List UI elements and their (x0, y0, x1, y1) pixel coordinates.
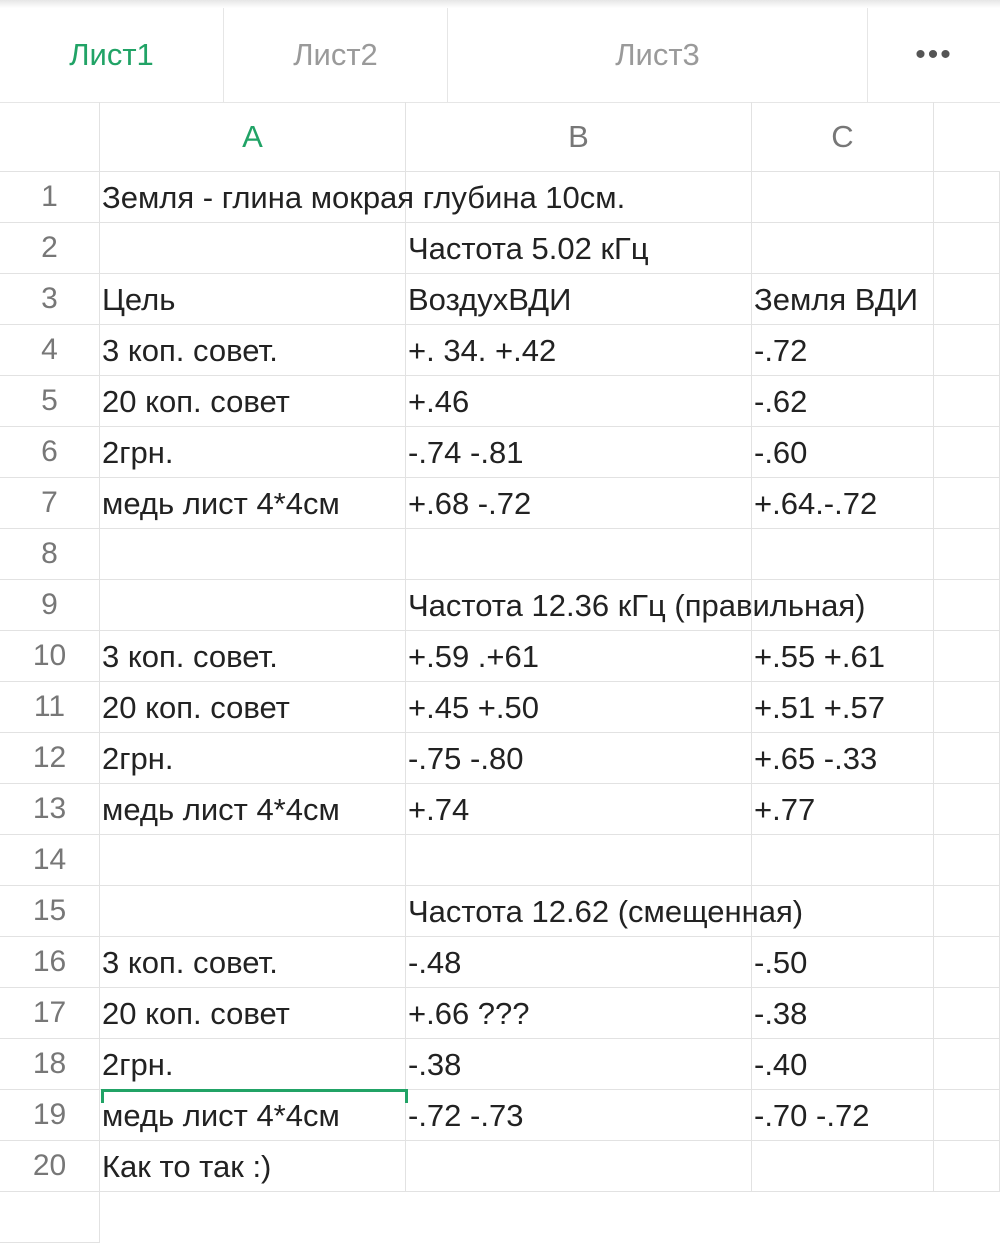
row-header[interactable]: 13 (0, 784, 100, 835)
sheet-tab-bar (0, 8, 1000, 103)
cell-a-12[interactable]: 2грн. (100, 733, 406, 784)
cell-b-1[interactable] (406, 172, 752, 223)
cell-a-8[interactable] (100, 529, 406, 580)
cell-b-13[interactable]: +.74 (406, 784, 752, 835)
cell-b-5[interactable]: +.46 (406, 376, 752, 427)
cell-a-13[interactable]: медь лист 4*4см (100, 784, 406, 835)
row-header[interactable]: 9 (0, 580, 100, 631)
row-header[interactable]: 10 (0, 631, 100, 682)
cell-c-3[interactable]: Земля ВДИ (752, 274, 934, 325)
cell-b-16[interactable]: -.48 (406, 937, 752, 988)
cell-d-3[interactable] (934, 274, 1000, 325)
cell-b-9[interactable]: Частота 12.36 кГц (правильная) (406, 580, 752, 631)
row-header[interactable]: 16 (0, 937, 100, 988)
row-header[interactable]: 18 (0, 1039, 100, 1090)
cell-c-1[interactable] (752, 172, 934, 223)
cell-a-2[interactable] (100, 223, 406, 274)
status-bar-shadow (0, 0, 1000, 8)
cell-d-9[interactable] (934, 580, 1000, 631)
column-header-d[interactable] (934, 102, 1000, 172)
row-header[interactable]: 15 (0, 886, 100, 937)
row-header[interactable]: 12 (0, 733, 100, 784)
cell-b-12[interactable]: -.75 -.80 (406, 733, 752, 784)
cell-a-16[interactable]: 3 коп. совет. (100, 937, 406, 988)
cell-a-11[interactable]: 20 коп. совет (100, 682, 406, 733)
cell-d-19[interactable] (934, 1090, 1000, 1141)
row-header[interactable]: 3 (0, 274, 100, 325)
row-header[interactable]: 8 (0, 529, 100, 580)
cell-d-4[interactable] (934, 325, 1000, 376)
cell-a-17[interactable]: 20 коп. совет (100, 988, 406, 1039)
cell-c-9[interactable] (752, 580, 934, 631)
cell-c-11[interactable]: +.51 +.57 (752, 682, 934, 733)
cell-d-13[interactable] (934, 784, 1000, 835)
cell-a-14[interactable] (100, 835, 406, 886)
row-header[interactable]: 6 (0, 427, 100, 478)
cell-b-11[interactable]: +.45 +.50 (406, 682, 752, 733)
cell-c-20[interactable] (752, 1141, 934, 1192)
cell-d-14[interactable] (934, 835, 1000, 886)
row-header[interactable]: 7 (0, 478, 100, 529)
cell-d-2[interactable] (934, 223, 1000, 274)
cell-d-7[interactable] (934, 478, 1000, 529)
row-header[interactable]: 19 (0, 1090, 100, 1141)
select-all-corner[interactable] (0, 102, 100, 172)
cell-b-17[interactable]: +.66 ??? (406, 988, 752, 1039)
cell-d-17[interactable] (934, 988, 1000, 1039)
cell-a-7[interactable]: медь лист 4*4см (100, 478, 406, 529)
row-header[interactable]: 20 (0, 1141, 100, 1192)
cell-d-1[interactable] (934, 172, 1000, 223)
cell-a-10[interactable]: 3 коп. совет. (100, 631, 406, 682)
cell-d-8[interactable] (934, 529, 1000, 580)
cell-c-6[interactable]: -.60 (752, 427, 934, 478)
cell-c-13[interactable]: +.77 (752, 784, 934, 835)
cell-b-2[interactable]: Частота 5.02 кГц (406, 223, 752, 274)
cell-a-4[interactable]: 3 коп. совет. (100, 325, 406, 376)
cell-d-20[interactable] (934, 1141, 1000, 1192)
column-header-a[interactable]: A (100, 102, 406, 172)
cell-b-19[interactable]: -.72 -.73 (406, 1090, 752, 1141)
cell-b-15[interactable]: Частота 12.62 (смещенная) (406, 886, 752, 937)
cell-d-11[interactable] (934, 682, 1000, 733)
cell-a-19[interactable]: медь лист 4*4см (100, 1090, 406, 1141)
column-header-b[interactable]: B (406, 102, 752, 172)
row-header[interactable]: 5 (0, 376, 100, 427)
row-header[interactable]: 14 (0, 835, 100, 886)
cell-a-18[interactable]: 2грн. (100, 1039, 406, 1090)
cell-c-2[interactable] (752, 223, 934, 274)
cell-d-12[interactable] (934, 733, 1000, 784)
cell-b-14[interactable] (406, 835, 752, 886)
cell-b-18[interactable]: -.38 (406, 1039, 752, 1090)
cell-a-3[interactable]: Цель (100, 274, 406, 325)
cell-b-4[interactable]: +. 34. +.42 (406, 325, 752, 376)
spreadsheet-grid[interactable] (0, 102, 1000, 1200)
cell-c-19[interactable]: -.70 -.72 (752, 1090, 934, 1141)
more-options-icon[interactable]: ••• (915, 38, 953, 71)
cell-d-16[interactable] (934, 937, 1000, 988)
cell-a-5[interactable]: 20 коп. совет (100, 376, 406, 427)
cell-c-7[interactable]: +.64.-.72 (752, 478, 934, 529)
cell-c-17[interactable]: -.38 (752, 988, 934, 1039)
cell-a-15[interactable] (100, 886, 406, 937)
row-header[interactable]: 11 (0, 682, 100, 733)
row-header[interactable]: 17 (0, 988, 100, 1039)
tab-sheet3[interactable]: Лист3 (448, 8, 868, 102)
cell-c-12[interactable]: +.65 -.33 (752, 733, 934, 784)
cell-d-5[interactable] (934, 376, 1000, 427)
cell-b-7[interactable]: +.68 -.72 (406, 478, 752, 529)
cell-a-9[interactable] (100, 580, 406, 631)
cell-a-20[interactable]: Как то так :) (100, 1141, 406, 1192)
tab-sheet2[interactable]: Лист2 (224, 8, 448, 102)
cell-c-16[interactable]: -.50 (752, 937, 934, 988)
row-header[interactable]: 2 (0, 223, 100, 274)
cell-a-1[interactable]: Земля - глина мокрая глубина 10см. (100, 172, 406, 223)
row-header[interactable]: 4 (0, 325, 100, 376)
cell-c-4[interactable]: -.72 (752, 325, 934, 376)
row-header[interactable]: 1 (0, 172, 100, 223)
cell-c-15[interactable] (752, 886, 934, 937)
cell-b-8[interactable] (406, 529, 752, 580)
tab-sheet1[interactable]: Лист1 (0, 8, 224, 102)
cell-b-20[interactable] (406, 1141, 752, 1192)
cell-c-8[interactable] (752, 529, 934, 580)
cell-c-14[interactable] (752, 835, 934, 886)
cell-b-3[interactable]: ВоздухВДИ (406, 274, 752, 325)
cell-b-6[interactable]: -.74 -.81 (406, 427, 752, 478)
cell-b-10[interactable]: +.59 .+61 (406, 631, 752, 682)
column-header-c[interactable]: C (752, 102, 934, 172)
cell-c-5[interactable]: -.62 (752, 376, 934, 427)
cell-c-10[interactable]: +.55 +.61 (752, 631, 934, 682)
cell-d-18[interactable] (934, 1039, 1000, 1090)
cell-d-15[interactable] (934, 886, 1000, 937)
cell-d-10[interactable] (934, 631, 1000, 682)
selected-cell-a21[interactable] (101, 1089, 408, 1103)
cell-c-18[interactable]: -.40 (752, 1039, 934, 1090)
cell-a-6[interactable]: 2грн. (100, 427, 406, 478)
cell-d-6[interactable] (934, 427, 1000, 478)
